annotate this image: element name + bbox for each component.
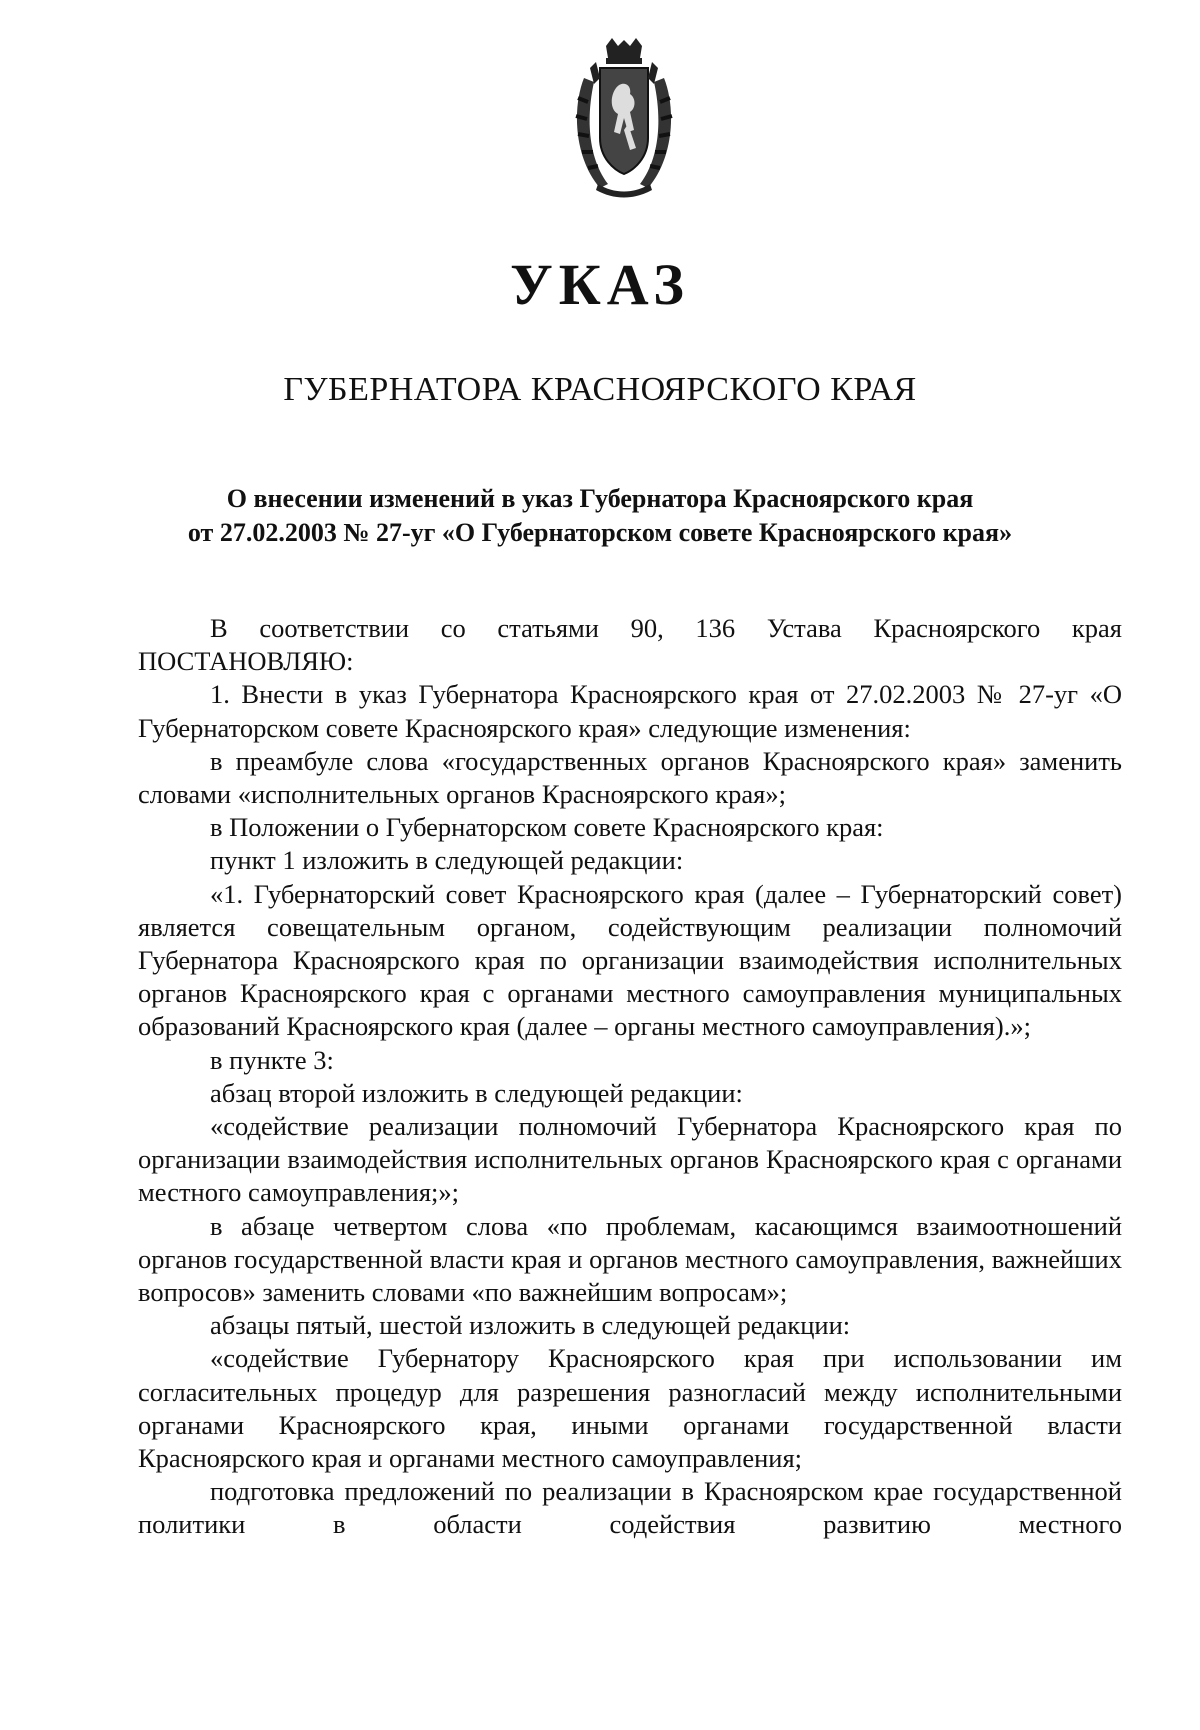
paragraph-clause-3: в пункте 3: bbox=[210, 1044, 334, 1075]
paragraph-clause-1: пункт 1 изложить в следующей редакции: bbox=[210, 845, 684, 876]
paragraph-regulation: в Положении о Губернаторском совете Красноярского края: bbox=[210, 812, 884, 843]
paragraph-item-1: 1. Внести в указ Губернатора Красноярского края от 27.02.2003 № 27-уг «О Губернаторском совете Красноярского края» следующие изменения: bbox=[138, 679, 1122, 743]
heading-line-2: от 27.02.2003 № 27-уг «О Губернаторском совете Красноярского края» bbox=[187, 518, 1013, 547]
paragraph-preamble: В соответствии со статьями 90, 136 Устава Красноярского края bbox=[210, 613, 1122, 643]
document-body bbox=[138, 612, 1122, 1542]
paragraph-second-sub-text: «содействие реализации полномочий Губернатора Красноярского края по организации взаимодействия исполнительных органов Красноярского края с органами местного самоуправления;»; bbox=[138, 1111, 1122, 1208]
paragraph-preamble-change: в преамбуле слова «государственных органов Красноярского края» заменить словами «исполнительных органов Красноярского края»; bbox=[138, 745, 1122, 810]
paragraph-fourth-sub: в абзаце четвертом слова «по проблемам, касающимся взаимоотношений органов государственной власти края и органов местного самоуправления, важнейших вопросов» заменить словами «по важнейшим вопросам»; bbox=[138, 1210, 1122, 1308]
document-title: УКАЗ bbox=[510, 252, 690, 317]
paragraph-fifth-sixth: абзацы пятый, шестой изложить в следующей редакции: bbox=[210, 1310, 851, 1341]
paragraph-fifth-text: «содействие Губернатору Красноярского края при использовании им согласительных процедур для разрешения разногласий между исполнительными органами Красноярского края, иными органами государственной власти Красноярского края и органами местного самоуправления; bbox=[138, 1343, 1122, 1474]
document-subtitle: ГУБЕРНАТОРА КРАСНОЯРСКОГО КРАЯ bbox=[283, 371, 917, 408]
coat-of-arms-icon bbox=[570, 38, 678, 198]
coat-of-arms-graphic bbox=[570, 38, 678, 198]
heading-line-1: О внесении изменений в указ Губернатора Красноярского края bbox=[226, 484, 974, 513]
paragraph-sixth-text: подготовка предложений по реализации в Красноярском крае государственной политики в области содействия развитию местного bbox=[138, 1476, 1122, 1540]
document-heading bbox=[0, 482, 1200, 550]
paragraph-clause-1-text: «1. Губернаторский совет Красноярского края (далее – Губернаторский совет) является совещательным органом, содействующим реализации полномочий Губернатора Красноярского края по организации взаимодействия исполнительных органов Красноярского края с органами местного самоуправления муниципальных образований Красноярского края (далее – органы местного самоуправления).»; bbox=[138, 878, 1122, 1042]
paragraph-second-sub: абзац второй изложить в следующей редакции: bbox=[210, 1077, 743, 1108]
paragraph-decree-word: ПОСТАНОВЛЯЮ: bbox=[138, 646, 354, 677]
